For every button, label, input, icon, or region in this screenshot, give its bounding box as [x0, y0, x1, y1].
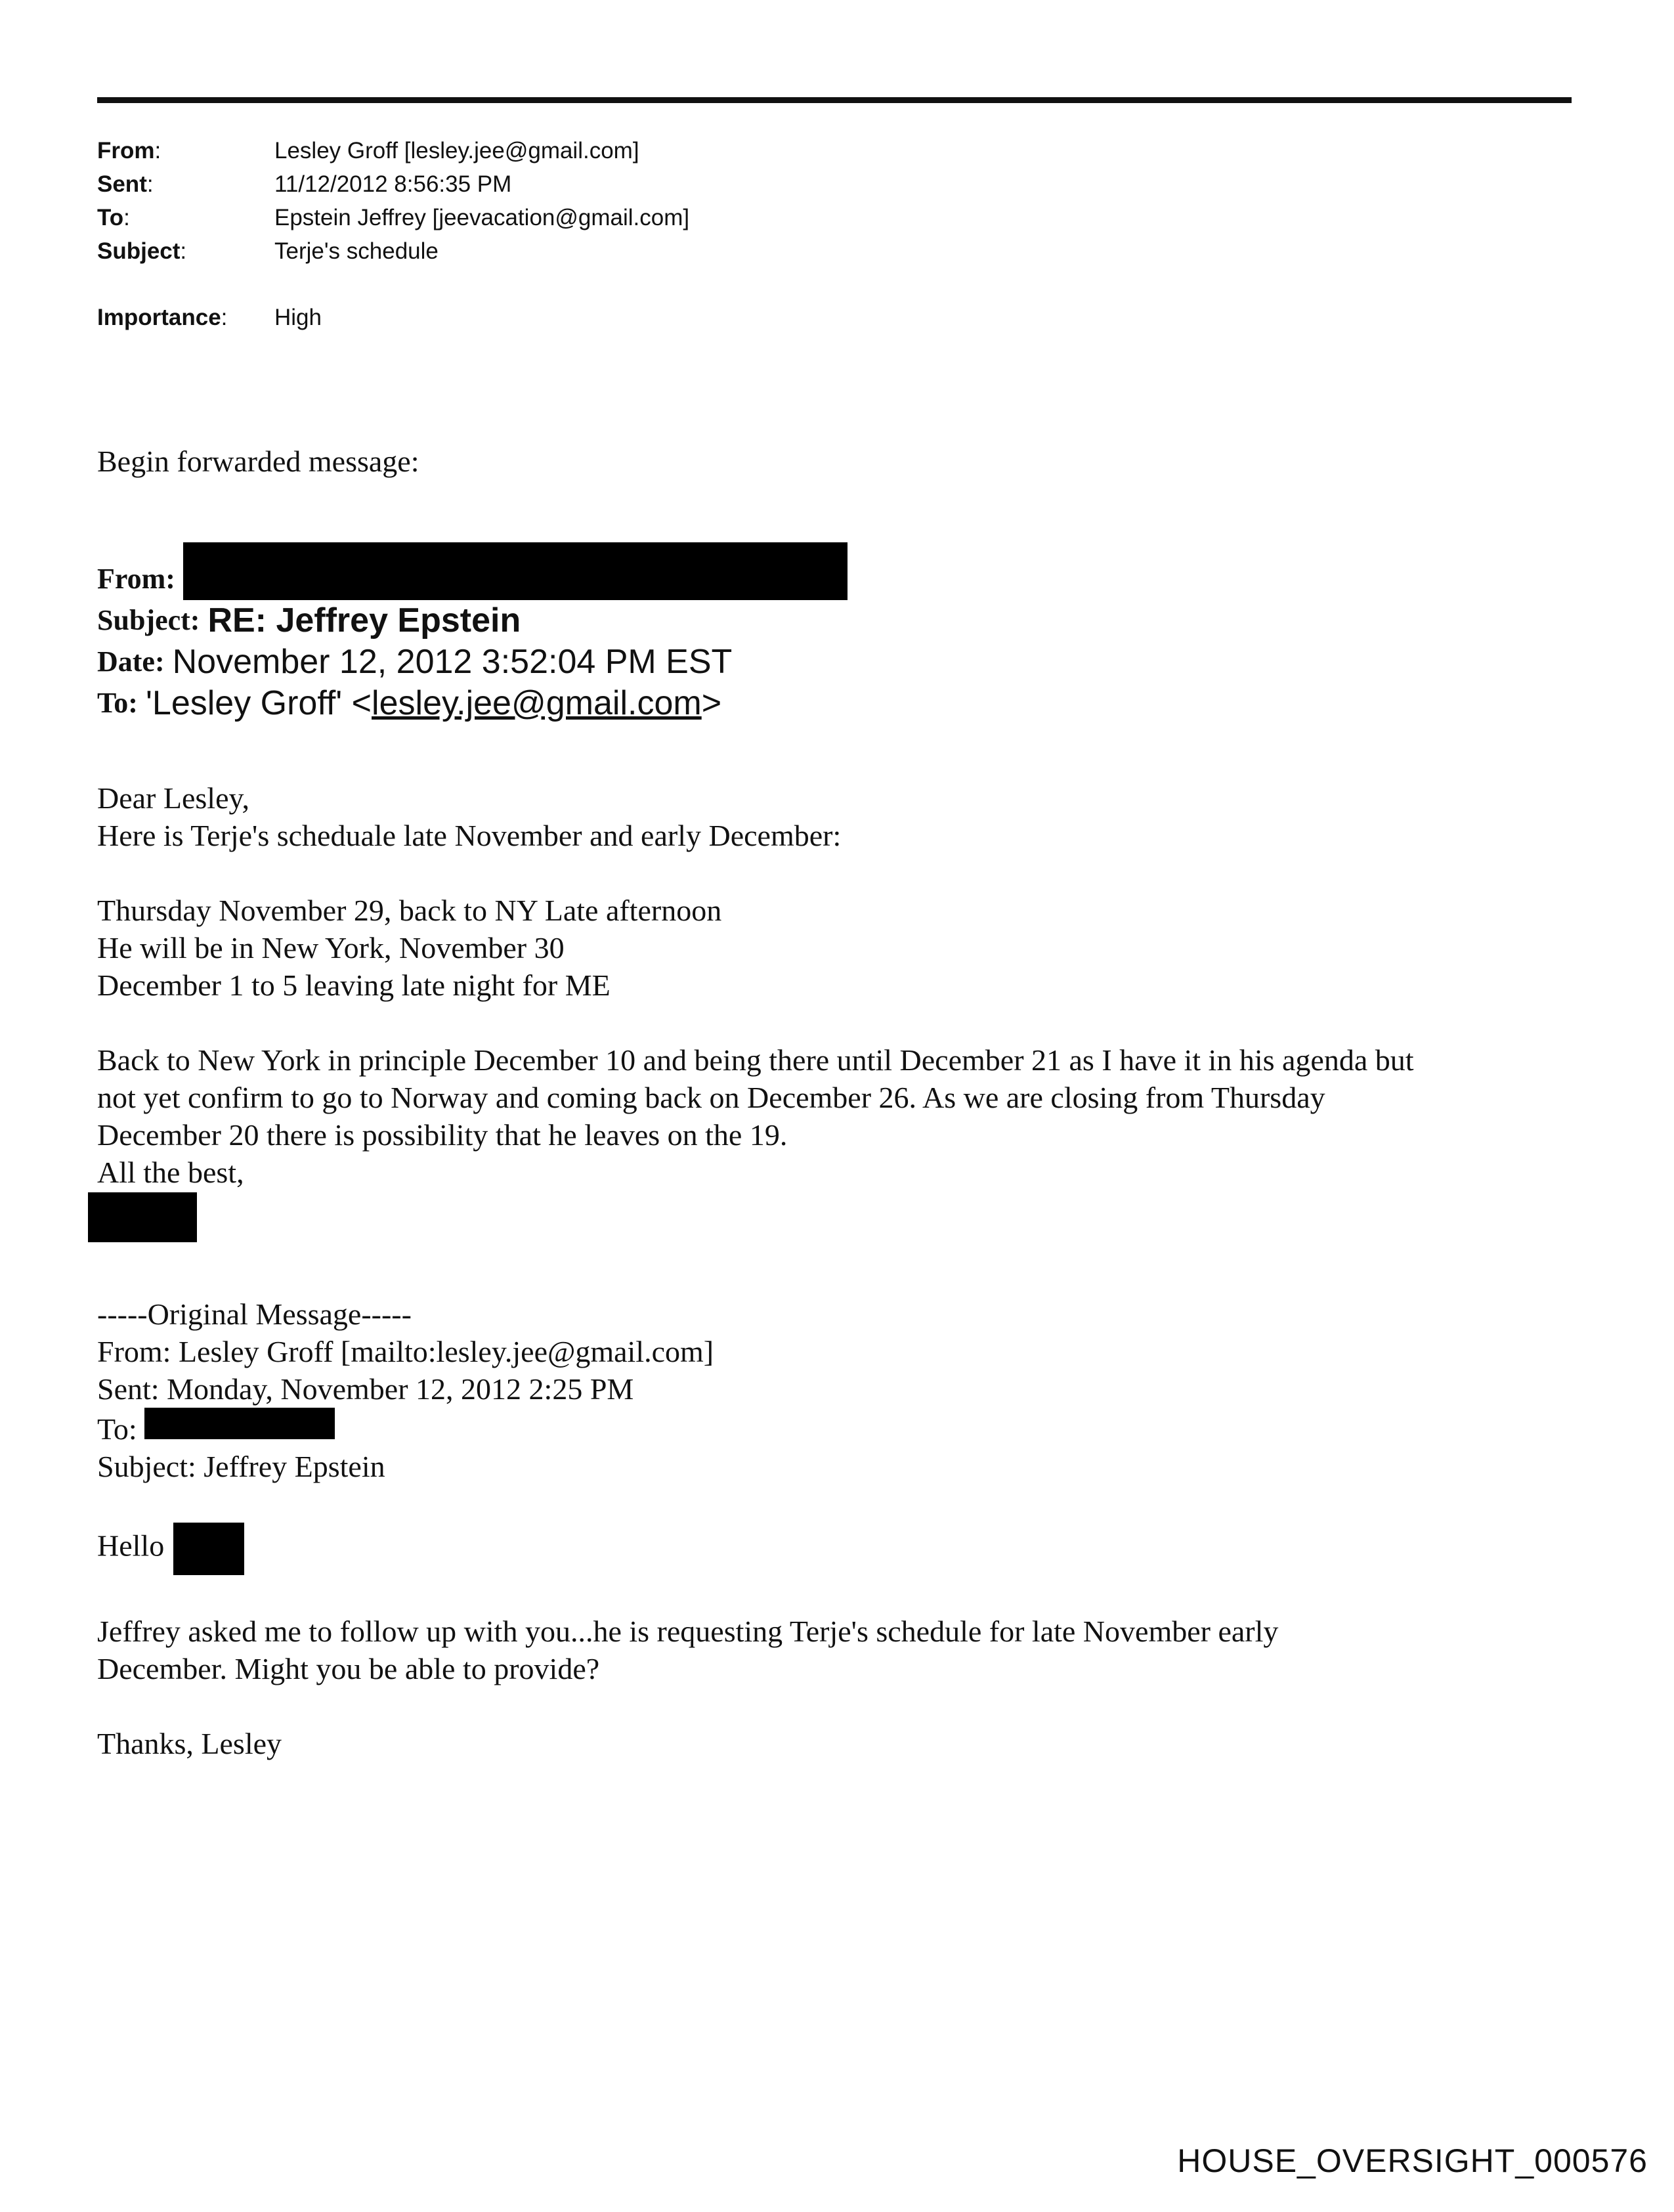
paragraph-line: December 20 there is possibility that he leaves on the 19.	[97, 1118, 788, 1152]
fwd-date-label: Date:	[97, 645, 165, 678]
header-from-row	[97, 134, 689, 167]
fwd-to-email-link[interactable]: lesley.jee@gmail.com	[372, 683, 702, 722]
schedule-line: He will be in New York, November 30	[97, 931, 565, 965]
paragraph-line: not yet confirm to go to Norway and coming back on December 26. As we are closing from Thursday	[97, 1081, 1325, 1114]
original-body-line: December. Might you be able to provide?	[97, 1652, 600, 1685]
hello-text: Hello	[97, 1529, 165, 1563]
original-divider: -----Original Message-----	[97, 1297, 412, 1331]
subject-label: Subject:	[97, 238, 187, 264]
signoff: Thanks, Lesley	[97, 1727, 282, 1760]
document-id: HOUSE_OVERSIGHT_000576	[1177, 2142, 1648, 2179]
original-sent: Sent: Monday, November 12, 2012 2:25 PM	[97, 1372, 634, 1406]
subject-value: Terje's schedule	[274, 238, 439, 264]
redaction-block	[144, 1408, 335, 1439]
forward-intro: Begin forwarded message:	[97, 445, 419, 478]
original-subject: Subject: Jeffrey Epstein	[97, 1450, 385, 1483]
importance-label: Importance:	[97, 304, 228, 330]
fwd-to-row	[97, 682, 848, 724]
top-rule	[97, 97, 1572, 103]
email-header	[97, 134, 689, 334]
schedule-line: Thursday November 29, back to NY Late afternoon	[97, 894, 722, 927]
original-message	[97, 1295, 1278, 1762]
to-value: Epstein Jeffrey [jeevacation@gmail.com]	[274, 204, 690, 230]
closing: All the best,	[97, 1156, 244, 1189]
fwd-to-name: 'Lesley Groff' <	[145, 683, 372, 722]
fwd-date-value: November 12, 2012 3:52:04 PM EST	[172, 642, 733, 681]
fwd-to-label: To:	[97, 687, 138, 719]
original-to-label: To:	[97, 1412, 137, 1446]
header-importance-row	[97, 301, 689, 334]
fwd-subject-label: Subject:	[97, 604, 200, 636]
forwarded-header	[97, 558, 848, 724]
original-body-line: Jeffrey asked me to follow up with you...he is requesting Terje's schedule for late November early	[97, 1615, 1279, 1648]
signature-redaction	[88, 1192, 197, 1242]
header-subject-row	[97, 234, 689, 268]
fwd-from-label: From:	[97, 563, 175, 595]
reply-body	[97, 779, 1414, 1191]
original-from: From: Lesley Groff [mailto:lesley.jee@gmail.com]	[97, 1335, 714, 1368]
original-to	[97, 1408, 1278, 1448]
importance-value: High	[274, 304, 322, 330]
header-to-row	[97, 201, 689, 234]
fwd-to-close: >	[701, 683, 722, 722]
redaction-block	[173, 1523, 244, 1575]
fwd-subject-value: RE: Jeffrey Epstein	[207, 601, 521, 640]
fwd-from-row	[97, 558, 848, 599]
fwd-date-row	[97, 641, 848, 682]
from-label: From:	[97, 137, 161, 163]
sent-value: 11/12/2012 8:56:35 PM	[274, 171, 512, 197]
greeting: Dear Lesley,	[97, 781, 249, 815]
redaction-block	[183, 542, 848, 600]
from-value: Lesley Groff [lesley.jee@gmail.com]	[274, 137, 639, 163]
header-sent-row	[97, 167, 689, 201]
sent-label: Sent:	[97, 171, 154, 197]
paragraph-line: Back to New York in principle December 10 and being there until December 21 as I have it in his agenda but	[97, 1043, 1414, 1077]
schedule-line: December 1 to 5 leaving late night for ME	[97, 968, 611, 1002]
fwd-subject-row	[97, 599, 848, 641]
to-label: To:	[97, 204, 130, 230]
hello-line	[97, 1523, 1278, 1575]
reply-intro-line: Here is Terje's scheduale late November and early December:	[97, 819, 842, 852]
fwd-to-value	[146, 683, 721, 723]
